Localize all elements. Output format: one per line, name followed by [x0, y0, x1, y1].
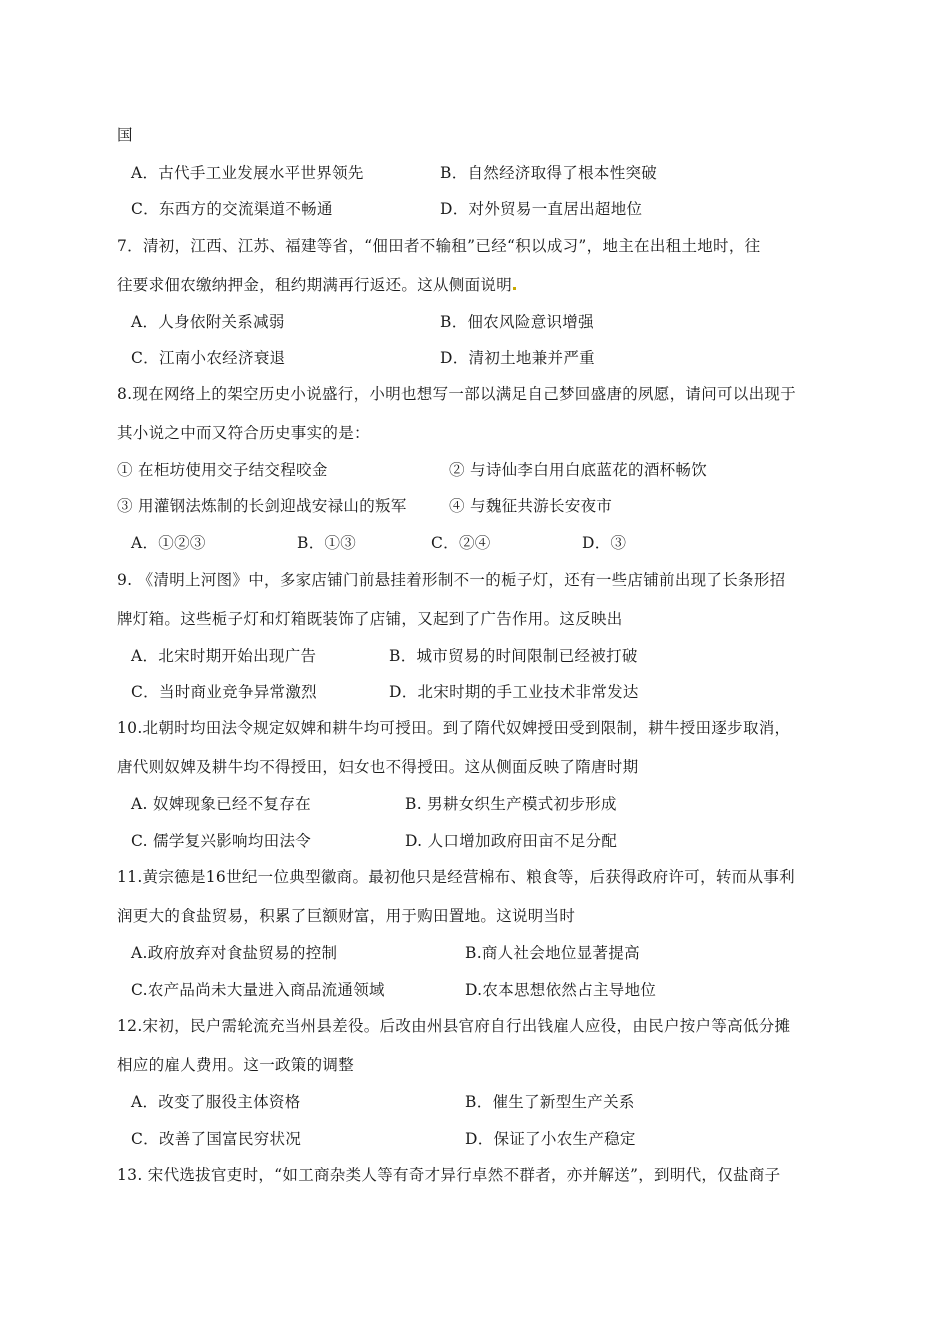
q11-option-d: D.农本思想依然占主导地位: [465, 981, 657, 999]
q8-item-3: ③ 用灌钢法炼制的长剑迎战安禄山的叛军: [117, 497, 407, 515]
q8-item-4: ④ 与魏征共游长安夜市: [449, 497, 613, 515]
q11-option-c: C.农产品尚未大量进入商品流通领域: [131, 981, 385, 999]
q7-stem-line-2: [117, 275, 516, 295]
q6-option-d: D．对外贸易一直居出超地位: [440, 200, 643, 218]
q7-option-a: A．人身依附关系减弱: [131, 313, 285, 331]
q8-stem-line-2: 其小说之中而又符合历史事实的是：: [117, 424, 370, 442]
q8-stem-line-1: 8.现在网络上的架空历史小说盛行，小明也想写一部以满足自己梦回盛唐的夙愿，请问可以出现于: [117, 385, 796, 403]
q8-option-a: A．①②③: [131, 534, 206, 552]
q6-option-c: C．东西方的交流渠道不畅通: [131, 200, 333, 218]
q10-option-c: C. 儒学复兴影响均田法令: [131, 832, 312, 850]
q12-option-d: D．保证了小农生产稳定: [465, 1130, 636, 1148]
q13-stem-line-1: 13. 宋代选拔官吏时，“如工商杂类人等有奇才异行卓然不群者，亦并解送”，到明代，仅盐商子: [117, 1166, 781, 1184]
q11-stem-line-1: 11.黄宗德是16世纪一位典型徽商。最初他只是经营棉布、粮食等，后获得政府许可，转而从事利: [117, 868, 795, 886]
q8-item-2: ② 与诗仙李白用白底蓝花的酒杯畅饮: [449, 461, 708, 479]
q9-option-d: D．北宋时期的手工业技术非常发达: [389, 683, 639, 701]
q8-option-d: D．③: [582, 534, 627, 552]
q12-stem-line-1: 12.宋初，民户需轮流充当州县差役。后改由州县官府自行出钱雇人应役，由民户按户等高低分摊: [117, 1017, 791, 1035]
q11-option-b: B.商人社会地位显著提高: [465, 944, 640, 962]
q7-stem-line-1: 7．清初，江西、江苏、福建等省，“佃田者不输租”已经“积以成习”，地主在出租土地时，往: [117, 237, 761, 255]
q12-option-b: B．催生了新型生产关系: [465, 1093, 635, 1111]
q10-option-a: A. 奴婢现象已经不复存在: [131, 795, 311, 813]
q7-stem-text: 往要求佃农缴纳押金，租约期满再行返还。这从侧面说明: [117, 276, 513, 294]
q7-option-c: C．江南小农经济衰退: [131, 349, 286, 367]
cursor-mark: [513, 287, 516, 290]
q10-option-b: B. 男耕女织生产模式初步形成: [405, 795, 617, 813]
q7-option-b: B．佃农风险意识增强: [440, 313, 594, 331]
q8-item-1: ① 在柜坊使用交子结交程咬金: [117, 461, 328, 479]
q7-option-d: D．清初土地兼并严重: [440, 349, 595, 367]
q9-stem-line-1: 9. 《清明上河图》中，多家店铺门前悬挂着形制不一的栀子灯，还有一些店铺前出现了长条形招: [117, 571, 786, 589]
q8-option-b: B．①③: [297, 534, 357, 552]
q10-stem-line-2: 唐代则奴婢及耕牛均不得授田，妇女也不得授田。这从侧面反映了隋唐时期: [117, 758, 639, 776]
q9-option-b: B．城市贸易的时间限制已经被打破: [389, 647, 638, 665]
question-6-stem-end: 国: [117, 126, 133, 144]
q9-option-a: A．北宋时期开始出现广告: [131, 647, 317, 665]
q12-option-c: C．改善了国富民穷状况: [131, 1130, 302, 1148]
q6-option-a: A．古代手工业发展水平世界领先: [131, 164, 364, 182]
q12-option-a: A．改变了服役主体资格: [131, 1093, 301, 1111]
q11-option-a: A.政府放弃对食盐贸易的控制: [131, 944, 338, 962]
q10-stem-line-1: 10.北朝时均田法令规定奴婢和耕牛均可授田。到了隋代奴婢授田受到限制，耕牛授田逐步取消，: [117, 719, 791, 737]
q11-stem-line-2: 润更大的食盐贸易，积累了巨额财富，用于购田置地。这说明当时: [117, 907, 576, 925]
q6-option-b: B．自然经济取得了根本性突破: [440, 164, 658, 182]
q9-option-c: C．当时商业竞争异常激烈: [131, 683, 317, 701]
q12-stem-line-2: 相应的雇人费用。这一政策的调整: [117, 1056, 355, 1074]
q9-stem-line-2: 牌灯箱。这些栀子灯和灯箱既装饰了店铺，又起到了广告作用。这反映出: [117, 610, 623, 628]
q10-option-d: D. 人口增加政府田亩不足分配: [405, 832, 618, 850]
q8-option-c: C．②④: [431, 534, 491, 552]
